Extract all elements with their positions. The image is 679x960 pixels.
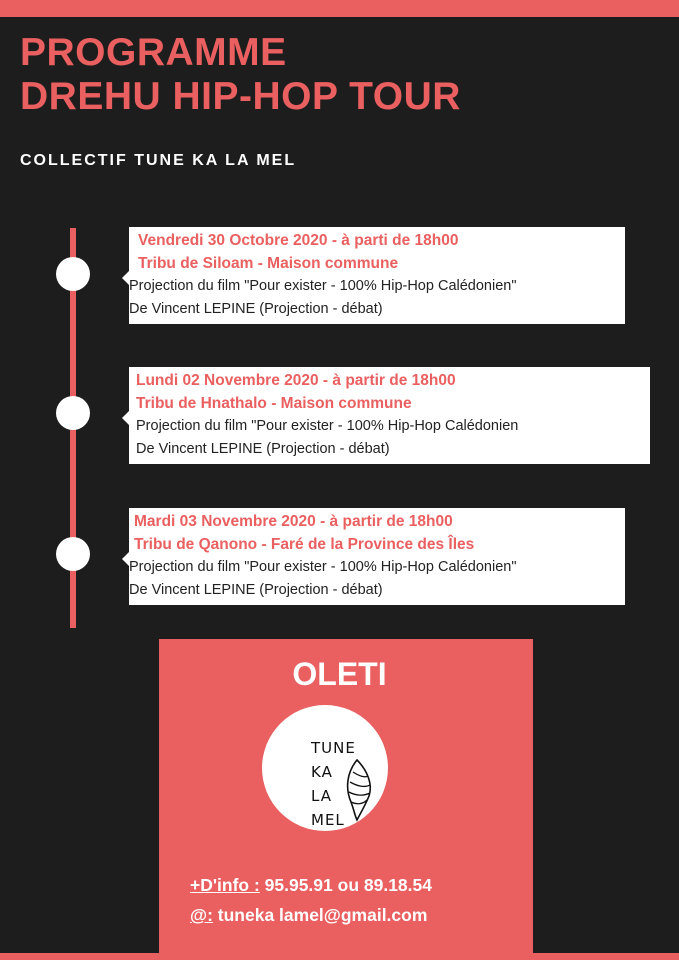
timeline-dot-2 — [56, 396, 90, 430]
info-phone — [190, 875, 432, 896]
event-date: Vendredi 30 Octobre 2020 - à parti de 18h00 — [138, 232, 459, 249]
top-accent-bar — [0, 0, 679, 17]
event-author: De Vincent LEPINE (Projection - débat) — [129, 301, 383, 317]
event-author: De Vincent LEPINE (Projection - débat) — [129, 582, 383, 598]
info-phone-numbers: 95.95.91 ou 89.18.54 — [259, 875, 432, 895]
event-author: De Vincent LEPINE (Projection - débat) — [136, 441, 390, 457]
logo-line: TUNE — [311, 739, 356, 757]
logo-line: MEL — [311, 811, 345, 829]
event-place: Tribu de Siloam - Maison commune — [138, 255, 399, 272]
timeline-dot-3 — [56, 537, 90, 571]
email-address: tuneka lamel@gmail.com — [212, 905, 428, 925]
event-place: Tribu de Hnathalo - Maison commune — [136, 395, 412, 412]
event-card-1 — [129, 227, 625, 324]
event-card-3 — [129, 508, 625, 605]
event-card-2 — [129, 367, 650, 464]
page-title — [20, 31, 461, 119]
event-place: Tribu de Qanono - Faré de la Province des Îles — [134, 536, 475, 553]
logo-line: KA — [311, 763, 333, 781]
info-email — [190, 905, 427, 926]
timeline-dot-1 — [56, 257, 90, 291]
collective-subtitle: COLLECTIF TUNE KA LA MEL — [20, 152, 297, 169]
bottom-accent-bar — [0, 953, 679, 960]
event-date: Mardi 03 Novembre 2020 - à partir de 18h00 — [134, 513, 453, 530]
logo-line: LA — [311, 787, 332, 805]
event-description: Projection du film "Pour exister - 100% Hip-Hop Calédonien — [136, 418, 519, 434]
oleti-heading: OLETI — [292, 656, 387, 692]
title-line-1: PROGRAMME — [20, 31, 287, 74]
event-description: Projection du film "Pour exister - 100% Hip-Hop Calédonien" — [129, 278, 517, 294]
event-date: Lundi 02 Novembre 2020 - à partir de 18h00 — [136, 372, 456, 389]
title-line-2: DREHU HIP-HOP TOUR — [20, 75, 461, 118]
event-description: Projection du film "Pour exister - 100% Hip-Hop Calédonien" — [129, 559, 517, 575]
shell-icon — [343, 758, 373, 822]
email-label: @: — [190, 905, 213, 925]
info-label: +D'info : — [190, 875, 260, 895]
